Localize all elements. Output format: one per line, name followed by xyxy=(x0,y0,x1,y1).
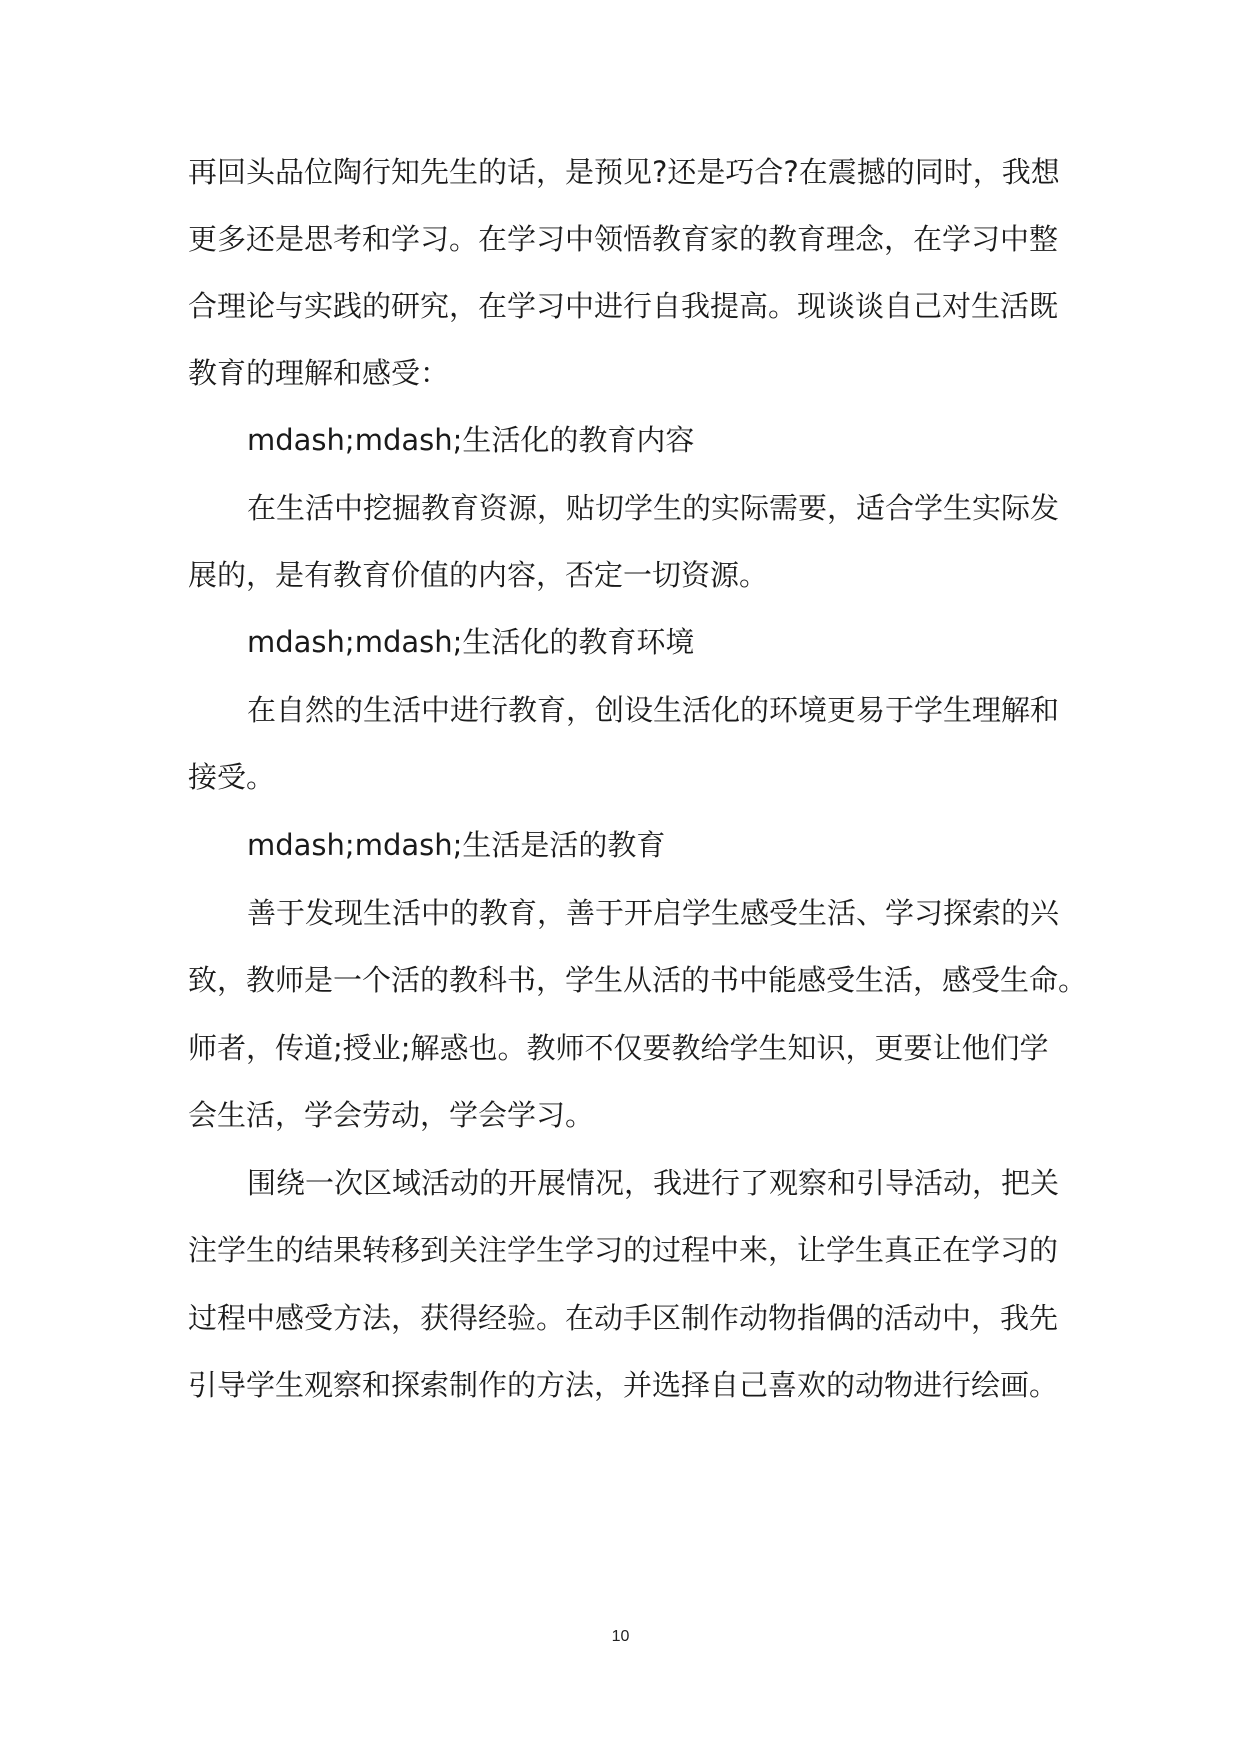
text-line-14: 师者，传道;授业;解惑也。教师不仅要教给学生知识，更要让他们学 xyxy=(188,1031,1049,1065)
text-line-12: 善于发现生活中的教育，善于开启学生感受生活、学习探索的兴 xyxy=(247,896,1060,930)
text-line-7: 展的，是有教育价值的内容，否定一切资源。 xyxy=(188,558,769,592)
text-line-18: 过程中感受方法，获得经验。在动手区制作动物指偶的活动中，我先 xyxy=(188,1301,1059,1335)
text-line-19: 引导学生观察和探索制作的方法，并选择自己喜欢的动物进行绘画。 xyxy=(188,1368,1059,1402)
section-heading-3: mdash;mdash;生活是活的教育 xyxy=(247,828,666,862)
text-line-2: 更多还是思考和学习。在学习中领悟教育家的教育理念，在学习中整 xyxy=(188,222,1059,256)
text-line-10: 接受。 xyxy=(188,760,276,794)
text-line-15: 会生活，学会劳动，学会学习。 xyxy=(188,1098,595,1132)
text-line-6: 在生活中挖掘教育资源，贴切学生的实际需要，适合学生实际发 xyxy=(247,491,1060,525)
text-line-4: 教育的理解和感受： xyxy=(188,356,450,390)
text-line-9: 在自然的生活中进行教育，创设生活化的环境更易于学生理解和 xyxy=(247,693,1060,727)
text-line-17: 注学生的结果转移到关注学生学习的过程中来，让学生真正在学习的 xyxy=(188,1233,1059,1267)
page-number: 10 xyxy=(611,1628,630,1645)
text-line-13: 致，教师是一个活的教科书，学生从活的书中能感受生活，感受生命。 xyxy=(188,963,1088,997)
text-line-16: 围绕一次区域活动的开展情况，我进行了观察和引导活动，把关 xyxy=(247,1166,1060,1200)
text-line-3: 合理论与实践的研究，在学习中进行自我提高。现谈谈自己对生活既 xyxy=(188,289,1059,323)
text-line-1: 再回头品位陶行知先生的话，是预见?还是巧合?在震撼的同时，我想 xyxy=(188,155,1060,189)
section-heading-1: mdash;mdash;生活化的教育内容 xyxy=(247,423,695,457)
section-heading-2: mdash;mdash;生活化的教育环境 xyxy=(247,625,695,659)
